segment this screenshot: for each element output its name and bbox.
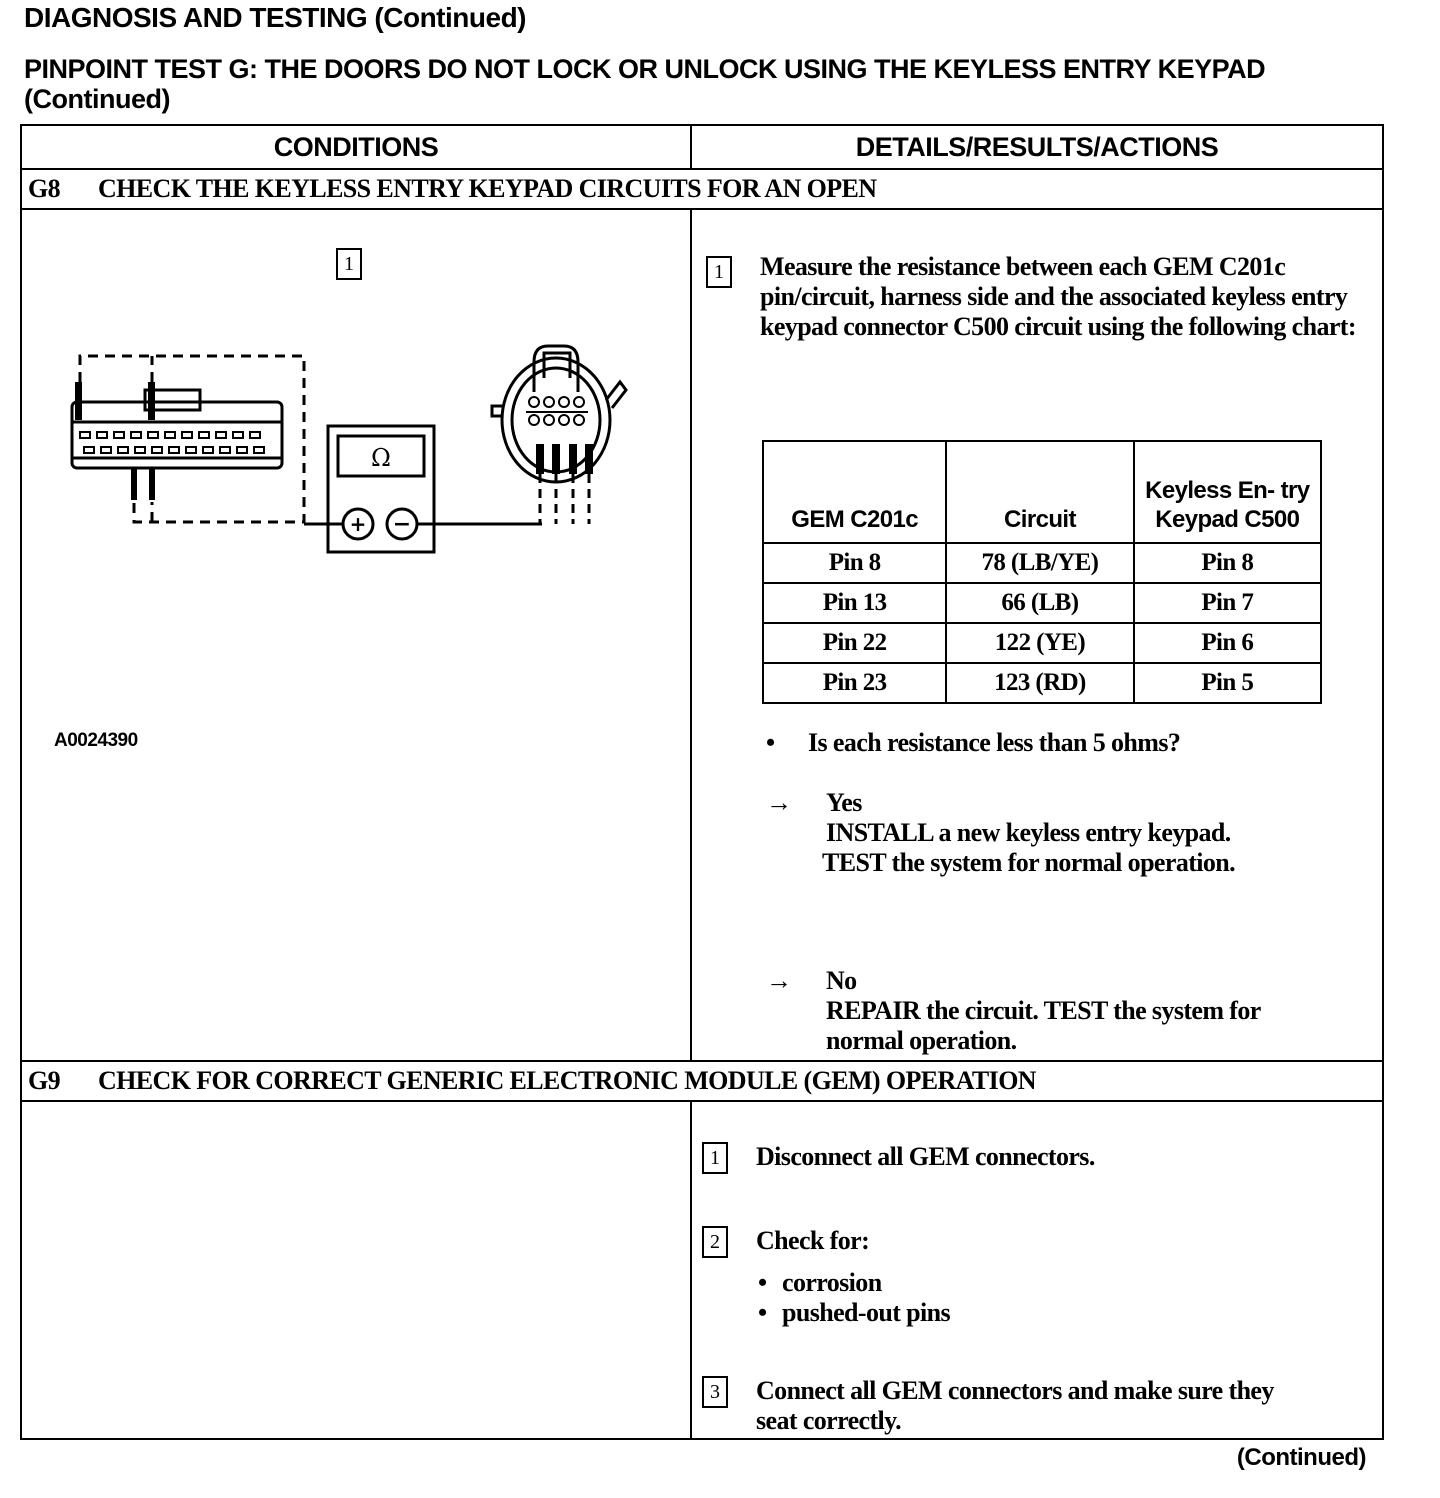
chart-cell: Pin 7 [1134, 583, 1321, 623]
chart-row [763, 623, 1321, 663]
yes-action-line2: TEST the system for normal operation. [822, 848, 1236, 877]
g8-question: Is each resistance less than 5 ohms? [808, 728, 1181, 757]
chart-cell: Pin 6 [1134, 623, 1321, 663]
divider [22, 1100, 1382, 1102]
step-g9-header: G9 CHECK FOR CORRECT GENERIC ELECTRONIC MODULE (GEM) OPERATION [28, 1066, 1036, 1095]
check-item: corrosion [782, 1268, 882, 1297]
chart-header: Circuit [946, 441, 1133, 543]
ohmmeter-circuit-diagram [22, 210, 690, 610]
step-g8-header: G8 CHECK THE KEYLESS ENTRY KEYPAD CIRCUITS FOR AN OPEN [28, 174, 877, 203]
chart-cell: Pin 5 [1134, 663, 1321, 703]
chart-cell: Pin 13 [763, 583, 946, 623]
divider [690, 1100, 692, 1440]
step-number-box: 1 [706, 256, 732, 288]
divider [690, 126, 692, 168]
column-header-details: DETAILS/RESULTS/ACTIONS [855, 131, 1219, 162]
pin-circuit-chart [762, 440, 1322, 704]
g9-step1-text: Disconnect all GEM connectors. [756, 1142, 1095, 1171]
no-action-line2: normal operation. [826, 1026, 1017, 1055]
gem-connector-icon [72, 390, 282, 468]
chart-header: Keyless En- try Keypad C500 [1134, 441, 1321, 543]
g9-step3-line1: Connect all GEM connectors and make sure they [756, 1376, 1274, 1405]
chart-cell: 122 (YE) [946, 623, 1133, 663]
bullet-icon: • [758, 1298, 767, 1327]
yes-action-line1: INSTALL a new keyless entry keypad. [826, 818, 1231, 847]
g8-figure [22, 210, 690, 751]
g8-step1-text: Measure the resistance between each GEM C201c pin/circuit, harness side and the associated keyless entry keypad connector C500 circuit using the following chart: [760, 252, 1356, 341]
chart-cell: Pin 8 [763, 543, 946, 583]
no-action-line1: REPAIR the circuit. TEST the system for [826, 996, 1261, 1025]
chart-cell: Pin 22 [763, 623, 946, 663]
page-title: DIAGNOSIS AND TESTING (Continued) [24, 2, 526, 33]
chart-cell: Pin 8 [1134, 543, 1321, 583]
svg-text:+: + [349, 512, 367, 536]
bullet-icon: • [766, 728, 775, 757]
probe-icon [75, 382, 155, 500]
chart-cell: 123 (RD) [946, 663, 1133, 703]
g9-step2-text: Check for: [756, 1226, 870, 1255]
divider [690, 208, 692, 1060]
g9-step3-line2: seat correctly. [756, 1406, 901, 1435]
arrow-icon: → [766, 788, 792, 817]
divider [22, 168, 1382, 170]
divider [22, 1060, 1382, 1062]
yes-label: Yes [826, 788, 862, 817]
svg-text:−: − [392, 512, 412, 537]
step-number-box: 1 [702, 1142, 728, 1174]
column-header-conditions: CONDITIONS [273, 131, 439, 162]
no-label: No [826, 966, 857, 995]
chart-cell: Pin 23 [763, 663, 946, 703]
step-number-box: 3 [702, 1376, 728, 1408]
test-title: PINPOINT TEST G: THE DOORS DO NOT LOCK OR UNLOCK USING THE KEYLESS ENTRY KEYPAD (Continued) [24, 54, 1266, 114]
figure-id: A0024390 [54, 730, 138, 751]
check-item: pushed-out pins [782, 1298, 951, 1327]
figure-step-number: 1 [336, 248, 362, 280]
chart-header-row [763, 441, 1321, 543]
chart-row [763, 663, 1321, 703]
svg-text:Ω: Ω [371, 444, 391, 472]
chart-cell: 78 (LB/YE) [946, 543, 1133, 583]
procedure-table [20, 124, 1384, 1440]
continued-note: (Continued) [1236, 1444, 1366, 1471]
chart-cell: 66 (LB) [946, 583, 1133, 623]
chart-header: GEM C201c [763, 441, 946, 543]
step-number-box: 2 [702, 1226, 728, 1258]
chart-row [763, 583, 1321, 623]
bullet-icon: • [758, 1268, 767, 1297]
chart-row [763, 543, 1321, 583]
arrow-icon: → [766, 966, 792, 995]
